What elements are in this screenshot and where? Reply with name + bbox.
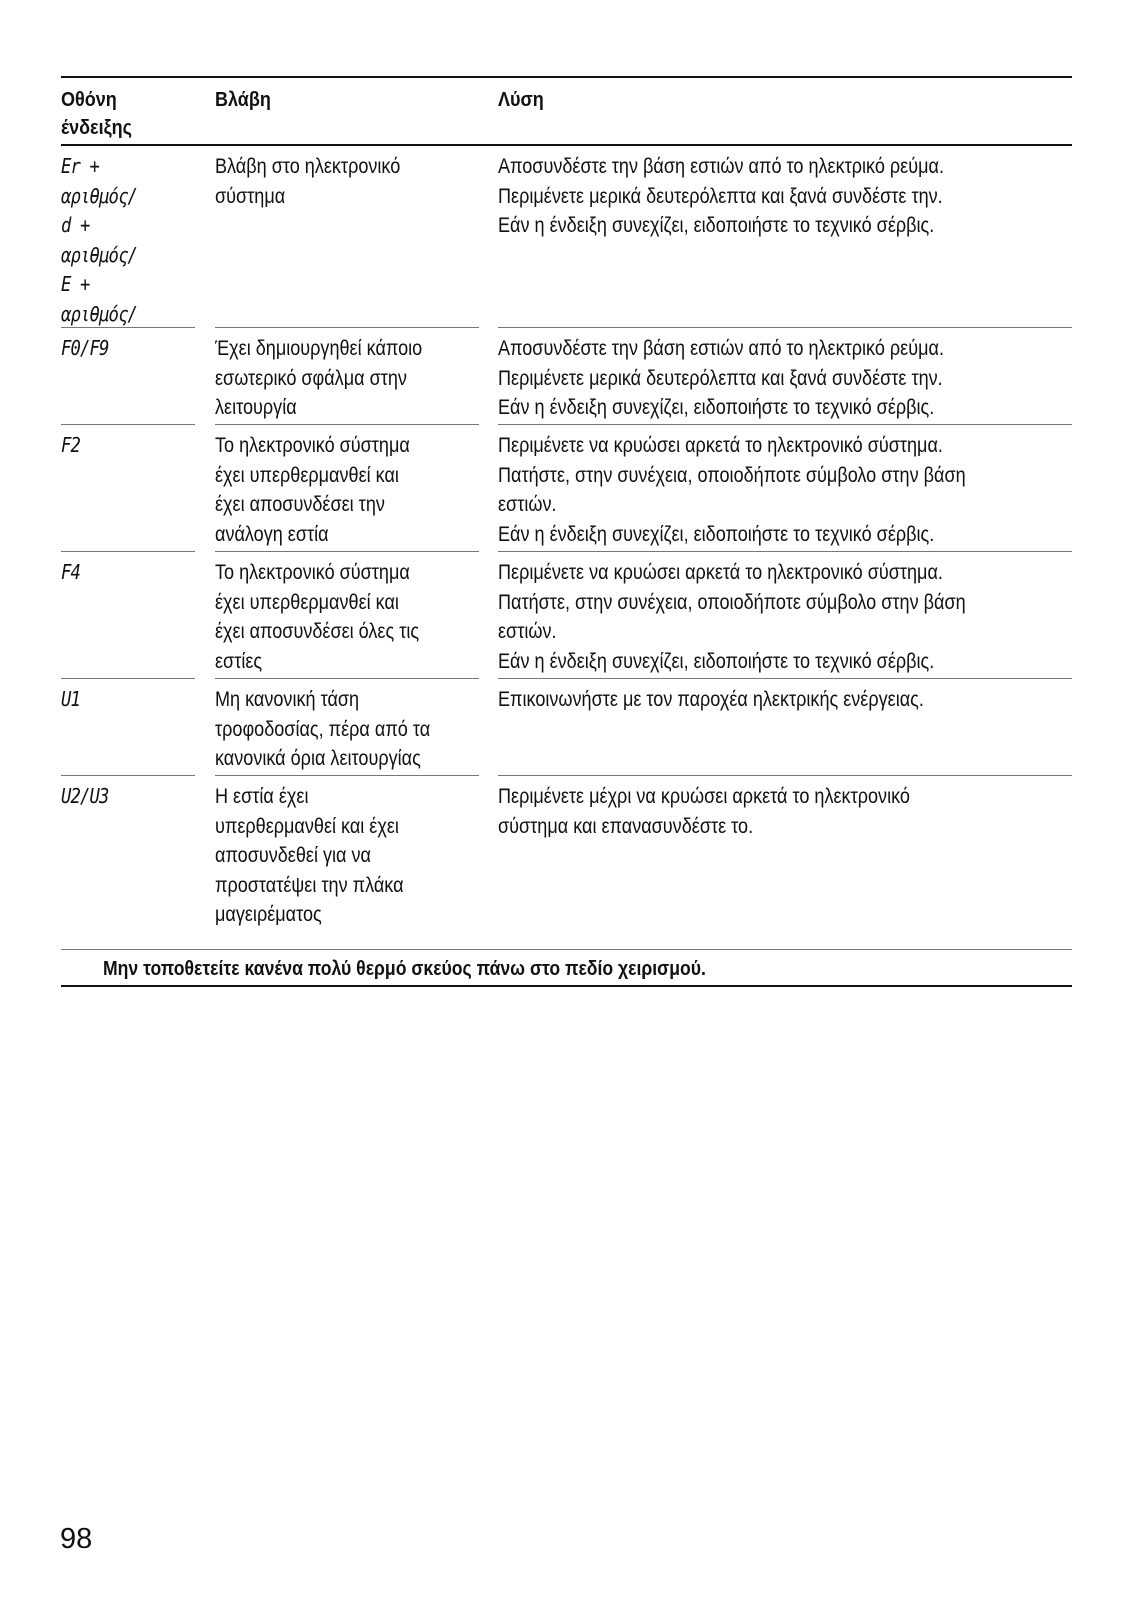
page-number: 98 [60,1523,93,1555]
solution-text: Περιμένετε μέχρι να κρυώσει αρκετά το ηλεκτρονικό σύστημα και επανασυνδέστε το. [498,785,910,838]
header-fault: Βλάβη [215,89,271,111]
warning-note-text: Μην τοποθετείτε κανένα πολύ θερμό σκεύος πάνω στο πεδίο χειρισμού. [103,958,706,980]
fault-text: Το ηλεκτρονικό σύστημα έχει υπερθερμανθεί και έχει αποσυνδέσει όλες τις εστίες [215,561,420,673]
table-row [61,679,1072,776]
fault-text: Η εστία έχει υπερθερμανθεί και έχει αποσυνδεθεί για να προστατέψει την πλάκα μαγειρέματος [215,785,404,926]
header-solution: Λύση [498,89,544,111]
solution-text: Αποσυνδέστε την βάση εστιών από το ηλεκτρικό ρεύμα. Περιμένετε μερικά δευτερόλεπτα και ξανά συνδέστε την. Εάν η ένδειξη συνεχίζει, ειδοποιήστε το τεχνικό σέρβις. [498,337,944,419]
table-row [61,776,1072,931]
display-code: U2/U3 [61,784,109,808]
table-row [61,328,1072,425]
solution-text: Επικοινωνήστε με τον παροχέα ηλεκτρικής ενέργειας. [498,688,924,711]
display-code: Er + αριθμός/ d + αριθμός/ E + αριθμός/ [61,154,137,326]
warning-note [61,949,1072,987]
display-code: F4 [61,560,81,584]
fault-table [61,76,1072,931]
table-row [61,146,1072,328]
header-display: Οθόνη ένδειξης [61,89,132,139]
table-header [61,76,1072,146]
table-row [61,425,1072,552]
fault-text: Μη κανονική τάση τροφοδοσίας, πέρα από τα κανονικά όρια λειτουργίας [215,688,431,770]
table-row [61,552,1072,679]
solution-text: Περιμένετε να κρυώσει αρκετά το ηλεκτρονικό σύστημα. Πατήστε, στην συνέχεια, οποιοδήποτε σύμβολο στην βάση εστιών. Εάν η ένδειξη συνεχίζει, ειδοποιήστε το τεχνικό σέρβις. [498,434,966,546]
display-code: U1 [61,687,81,711]
solution-text: Αποσυνδέστε την βάση εστιών από το ηλεκτρικό ρεύμα. Περιμένετε μερικά δευτερόλεπτα και ξανά συνδέστε την. Εάν η ένδειξη συνεχίζει, ειδοποιήστε το τεχνικό σέρβις. [498,155,944,237]
display-code: F2 [61,433,81,457]
fault-text: Το ηλεκτρονικό σύστημα έχει υπερθερμανθεί και έχει αποσυνδέσει την ανάλογη εστία [215,434,410,546]
fault-text: Βλάβη στο ηλεκτρονικό σύστημα [215,155,401,208]
solution-text: Περιμένετε να κρυώσει αρκετά το ηλεκτρονικό σύστημα. Πατήστε, στην συνέχεια, οποιοδήποτε σύμβολο στην βάση εστιών. Εάν η ένδειξη συνεχίζει, ειδοποιήστε το τεχνικό σέρβις. [498,561,966,673]
display-code: F0/F9 [61,336,109,360]
fault-text: Έχει δημιουργηθεί κάποιο εσωτερικό σφάλμα στην λειτουργία [215,337,423,419]
